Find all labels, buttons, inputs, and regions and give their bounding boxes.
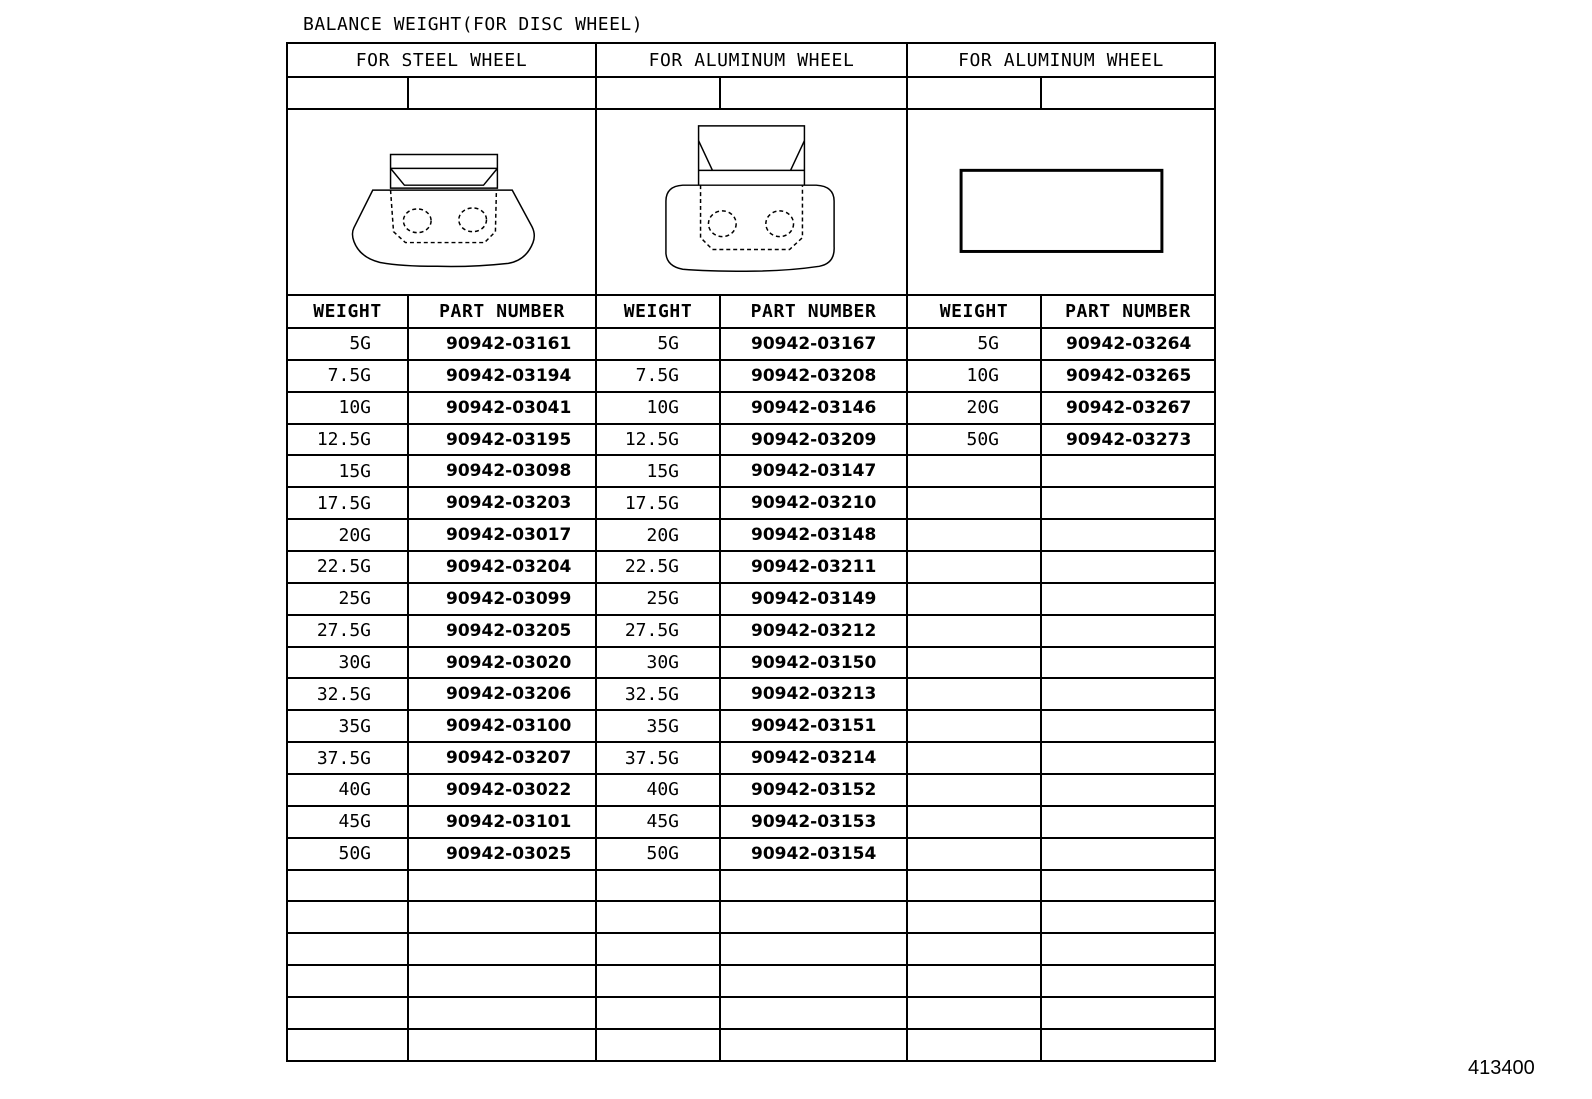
steel-wheel-empty-cell <box>288 902 409 934</box>
aluminum-wheel-2-empty-cell <box>1042 807 1216 839</box>
steel-wheel-weight-cell: 30G <box>288 648 409 680</box>
steel-wheel-part-number-cell: 90942-03101 <box>409 807 597 839</box>
aluminum-wheel-part-number-cell: 90942-03212 <box>721 616 908 648</box>
aluminum-wheel-weight-cell: 22.5G <box>597 552 721 584</box>
blank-cell <box>721 78 908 110</box>
steel-wheel-part-number-cell: 90942-03025 <box>409 839 597 871</box>
steel-wheel-empty-cell <box>288 1030 409 1062</box>
steel-wheel-weight-illustration <box>288 110 597 296</box>
steel-wheel-part-number-cell: 90942-03100 <box>409 711 597 743</box>
aluminum-wheel-weight-cell: 5G <box>597 329 721 361</box>
steel-wheel-weight-cell: 35G <box>288 711 409 743</box>
steel-wheel-part-number-cell: 90942-03099 <box>409 584 597 616</box>
aluminum-wheel-2-empty-cell <box>1042 648 1216 680</box>
aluminum-wheel-2-empty-cell <box>1042 679 1216 711</box>
steel-wheel-part-number-cell: 90942-03206 <box>409 679 597 711</box>
aluminum-wheel-weight-cell: 15G <box>597 456 721 488</box>
balance-weight-table <box>286 42 1216 1062</box>
steel-wheel-part-number-cell: 90942-03204 <box>409 552 597 584</box>
aluminum-wheel-2-part-number-cell: 90942-03265 <box>1042 361 1216 393</box>
aluminum-wheel-weight-cell: 32.5G <box>597 679 721 711</box>
aluminum-wheel-2-empty-cell <box>1042 584 1216 616</box>
steel-wheel-weight-cell: 10G <box>288 393 409 425</box>
aluminum-wheel-2-empty-cell <box>908 902 1042 934</box>
aluminum-wheel-part-number-cell: 90942-03213 <box>721 679 908 711</box>
aluminum-wheel-part-number-cell: 90942-03208 <box>721 361 908 393</box>
aluminum-wheel-2-empty-cell <box>1042 871 1216 903</box>
aluminum-wheel-weight-cell: 45G <box>597 807 721 839</box>
blank-cell <box>409 78 597 110</box>
aluminum-wheel-2-empty-cell <box>908 456 1042 488</box>
part-number-column-header: PART NUMBER <box>409 296 597 329</box>
aluminum-wheel-2-empty-cell <box>1042 616 1216 648</box>
steel-wheel-empty-cell <box>409 871 597 903</box>
steel-wheel-empty-cell <box>409 902 597 934</box>
aluminum-wheel-2-empty-cell <box>908 679 1042 711</box>
steel-wheel-part-number-cell: 90942-03017 <box>409 520 597 552</box>
blank-cell <box>908 78 1042 110</box>
aluminum-wheel-part-number-cell: 90942-03153 <box>721 807 908 839</box>
steel-wheel-part-number-cell: 90942-03022 <box>409 775 597 807</box>
aluminum-wheel-2-weight-cell: 50G <box>908 425 1042 457</box>
part-number-column-header: PART NUMBER <box>721 296 908 329</box>
steel-wheel-part-number-cell: 90942-03205 <box>409 616 597 648</box>
aluminum-wheel-part-number-cell: 90942-03146 <box>721 393 908 425</box>
aluminum-wheel-2-empty-cell <box>1042 934 1216 966</box>
steel-wheel-empty-cell <box>409 1030 597 1062</box>
steel-wheel-weight-cell: 37.5G <box>288 743 409 775</box>
aluminum-wheel-2-empty-cell <box>908 871 1042 903</box>
steel-wheel-part-number-cell: 90942-03098 <box>409 456 597 488</box>
weight-column-header: WEIGHT <box>908 296 1042 329</box>
aluminum-wheel-2-empty-cell <box>908 807 1042 839</box>
aluminum-wheel-weight-cell: 7.5G <box>597 361 721 393</box>
section-heading-aluminum-wheel: FOR ALUMINUM WHEEL <box>597 44 908 78</box>
aluminum-wheel-2-empty-cell <box>1042 488 1216 520</box>
aluminum-wheel-empty-cell <box>721 871 908 903</box>
aluminum-wheel-part-number-cell: 90942-03149 <box>721 584 908 616</box>
aluminum-wheel-part-number-cell: 90942-03214 <box>721 743 908 775</box>
aluminum-wheel-part-number-cell: 90942-03148 <box>721 520 908 552</box>
steel-wheel-weight-cell: 5G <box>288 329 409 361</box>
aluminum-wheel-empty-cell <box>721 934 908 966</box>
steel-wheel-empty-cell <box>288 871 409 903</box>
steel-wheel-weight-cell: 40G <box>288 775 409 807</box>
steel-wheel-weight-cell: 25G <box>288 584 409 616</box>
weight-column-header: WEIGHT <box>597 296 721 329</box>
part-number-column-header: PART NUMBER <box>1042 296 1216 329</box>
aluminum-wheel-2-weight-cell: 10G <box>908 361 1042 393</box>
aluminum-wheel-weight-cell: 25G <box>597 584 721 616</box>
aluminum-wheel-weight-cell: 20G <box>597 520 721 552</box>
aluminum-wheel-block-weight-illustration <box>908 110 1216 296</box>
aluminum-wheel-part-number-cell: 90942-03147 <box>721 456 908 488</box>
steel-wheel-weight-cell: 27.5G <box>288 616 409 648</box>
aluminum-wheel-empty-cell <box>721 902 908 934</box>
steel-wheel-weight-cell: 22.5G <box>288 552 409 584</box>
aluminum-wheel-block-weight-icon <box>908 110 1214 294</box>
aluminum-wheel-2-empty-cell <box>1042 775 1216 807</box>
steel-wheel-weight-cell: 20G <box>288 520 409 552</box>
steel-wheel-part-number-cell: 90942-03161 <box>409 329 597 361</box>
aluminum-wheel-empty-cell <box>597 902 721 934</box>
aluminum-wheel-2-empty-cell <box>908 775 1042 807</box>
steel-wheel-clip-weight-icon <box>288 110 595 294</box>
aluminum-wheel-2-empty-cell <box>908 648 1042 680</box>
aluminum-wheel-empty-cell <box>721 1030 908 1062</box>
aluminum-wheel-2-empty-cell <box>908 998 1042 1030</box>
aluminum-wheel-2-empty-cell <box>908 839 1042 871</box>
aluminum-wheel-2-empty-cell <box>1042 1030 1216 1062</box>
aluminum-wheel-weight-cell: 27.5G <box>597 616 721 648</box>
blank-cell <box>288 78 409 110</box>
steel-wheel-weight-cell: 12.5G <box>288 425 409 457</box>
aluminum-wheel-2-empty-cell <box>1042 456 1216 488</box>
steel-wheel-empty-cell <box>288 998 409 1030</box>
aluminum-wheel-part-number-cell: 90942-03151 <box>721 711 908 743</box>
weight-column-header: WEIGHT <box>288 296 409 329</box>
steel-wheel-weight-cell: 15G <box>288 456 409 488</box>
steel-wheel-empty-cell <box>409 998 597 1030</box>
aluminum-wheel-weight-cell: 10G <box>597 393 721 425</box>
steel-wheel-part-number-cell: 90942-03203 <box>409 488 597 520</box>
aluminum-wheel-weight-illustration <box>597 110 908 296</box>
aluminum-wheel-empty-cell <box>597 871 721 903</box>
aluminum-wheel-empty-cell <box>721 998 908 1030</box>
aluminum-wheel-2-empty-cell <box>1042 743 1216 775</box>
aluminum-wheel-2-empty-cell <box>908 488 1042 520</box>
aluminum-wheel-2-empty-cell <box>1042 966 1216 998</box>
aluminum-wheel-empty-cell <box>597 966 721 998</box>
aluminum-wheel-2-empty-cell <box>1042 552 1216 584</box>
steel-wheel-weight-cell: 32.5G <box>288 679 409 711</box>
steel-wheel-empty-cell <box>409 934 597 966</box>
aluminum-wheel-part-number-cell: 90942-03211 <box>721 552 908 584</box>
aluminum-wheel-2-part-number-cell: 90942-03267 <box>1042 393 1216 425</box>
steel-wheel-part-number-cell: 90942-03207 <box>409 743 597 775</box>
steel-wheel-weight-cell: 45G <box>288 807 409 839</box>
aluminum-wheel-2-weight-cell: 5G <box>908 329 1042 361</box>
aluminum-wheel-weight-cell: 35G <box>597 711 721 743</box>
aluminum-wheel-weight-cell: 30G <box>597 648 721 680</box>
steel-wheel-empty-cell <box>409 966 597 998</box>
aluminum-wheel-2-empty-cell <box>1042 998 1216 1030</box>
aluminum-wheel-weight-cell: 50G <box>597 839 721 871</box>
aluminum-wheel-empty-cell <box>597 934 721 966</box>
aluminum-wheel-2-weight-cell: 20G <box>908 393 1042 425</box>
aluminum-wheel-2-empty-cell <box>908 934 1042 966</box>
drawing-number: 413400 <box>1468 1057 1535 1079</box>
aluminum-wheel-2-empty-cell <box>1042 711 1216 743</box>
steel-wheel-weight-cell: 7.5G <box>288 361 409 393</box>
steel-wheel-part-number-cell: 90942-03195 <box>409 425 597 457</box>
aluminum-wheel-2-empty-cell <box>908 520 1042 552</box>
aluminum-wheel-part-number-cell: 90942-03167 <box>721 329 908 361</box>
aluminum-wheel-2-empty-cell <box>1042 839 1216 871</box>
section-heading-aluminum-wheel-2: FOR ALUMINUM WHEEL <box>908 44 1216 78</box>
steel-wheel-empty-cell <box>288 934 409 966</box>
aluminum-wheel-2-empty-cell <box>908 616 1042 648</box>
steel-wheel-part-number-cell: 90942-03041 <box>409 393 597 425</box>
page-title: BALANCE WEIGHT(FOR DISC WHEEL) <box>303 14 644 35</box>
steel-wheel-weight-cell: 50G <box>288 839 409 871</box>
aluminum-wheel-2-empty-cell <box>908 584 1042 616</box>
aluminum-wheel-2-empty-cell <box>1042 520 1216 552</box>
aluminum-wheel-weight-cell: 40G <box>597 775 721 807</box>
blank-cell <box>1042 78 1216 110</box>
aluminum-wheel-2-empty-cell <box>1042 902 1216 934</box>
aluminum-wheel-part-number-cell: 90942-03152 <box>721 775 908 807</box>
aluminum-wheel-part-number-cell: 90942-03154 <box>721 839 908 871</box>
aluminum-wheel-weight-cell: 12.5G <box>597 425 721 457</box>
aluminum-wheel-empty-cell <box>721 966 908 998</box>
aluminum-wheel-2-empty-cell <box>908 711 1042 743</box>
aluminum-wheel-2-part-number-cell: 90942-03273 <box>1042 425 1216 457</box>
aluminum-wheel-part-number-cell: 90942-03209 <box>721 425 908 457</box>
aluminum-wheel-empty-cell <box>597 998 721 1030</box>
steel-wheel-part-number-cell: 90942-03194 <box>409 361 597 393</box>
steel-wheel-empty-cell <box>288 966 409 998</box>
aluminum-wheel-2-empty-cell <box>908 552 1042 584</box>
aluminum-wheel-weight-cell: 17.5G <box>597 488 721 520</box>
aluminum-wheel-clip-weight-icon <box>597 110 906 294</box>
steel-wheel-part-number-cell: 90942-03020 <box>409 648 597 680</box>
aluminum-wheel-part-number-cell: 90942-03150 <box>721 648 908 680</box>
aluminum-wheel-2-empty-cell <box>908 966 1042 998</box>
steel-wheel-weight-cell: 17.5G <box>288 488 409 520</box>
aluminum-wheel-2-part-number-cell: 90942-03264 <box>1042 329 1216 361</box>
aluminum-wheel-part-number-cell: 90942-03210 <box>721 488 908 520</box>
aluminum-wheel-empty-cell <box>597 1030 721 1062</box>
blank-cell <box>597 78 721 110</box>
section-heading-steel-wheel: FOR STEEL WHEEL <box>288 44 597 78</box>
aluminum-wheel-2-empty-cell <box>908 1030 1042 1062</box>
aluminum-wheel-2-empty-cell <box>908 743 1042 775</box>
aluminum-wheel-weight-cell: 37.5G <box>597 743 721 775</box>
